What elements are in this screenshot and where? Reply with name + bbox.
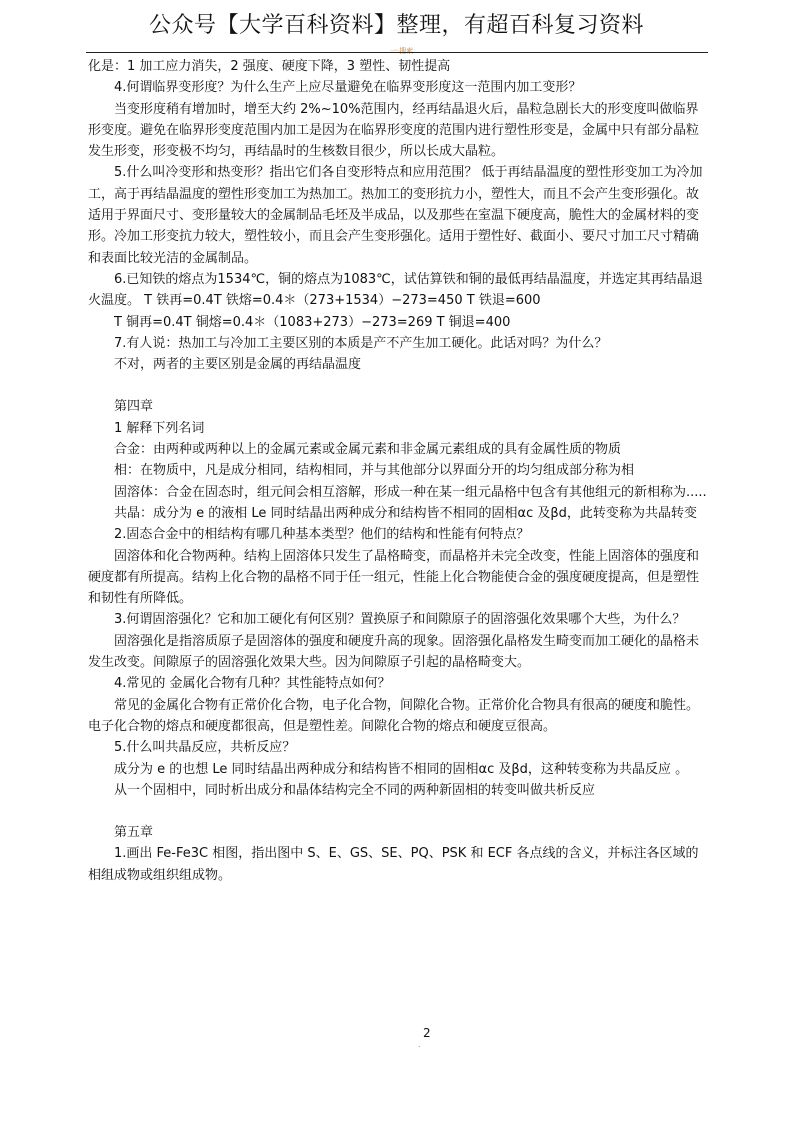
- paragraph: 共晶：成分为 e 的液相 Le 同时结晶出两种成分和结构皆不相同的固相αc 及βd，此转变称为共晶转变: [114, 505, 697, 521]
- paragraph: 5.什么叫共晶反应，共析反应？: [114, 740, 296, 756]
- paragraph: 5.什么叫冷变形和热变形？指出它们各自变形特点和应用范围？ 低于再结晶温度的塑性形变加工为冷加工，高于再结晶温度的塑性形变加工为热加工。热加工的变形抗力小，塑性大，而且不会产生变形强化。故适用于界面尺寸、变形量较大的金属制品毛坯及半成品，以及那些在室温下硬度高，脆性大的金属材料的变形。冷加工形变抗力较大，塑性较小，而且会产生变形强化。适用于塑性好、截面小、要尺寸加工尺寸精确和表面比较光洁的金属制品。: [88, 165, 703, 266]
- paragraph: 第五章: [114, 825, 154, 841]
- paragraph: 第四章: [114, 399, 154, 415]
- paragraph: T 铜再=0.4T 铜熔=0.4＊（1083+273）−273=269 T 铜退=400: [114, 314, 511, 330]
- paragraph: 成分为 e 的也想 Le 同时结晶出两种成分和结构皆不相同的固相αc 及βd，这种转变称为共晶反应 。: [114, 761, 689, 777]
- spacer: [88, 375, 708, 396]
- paragraph: 相：在物质中，凡是成分相同，结构相同，并与其他部分以界面分开的均匀组成部分称为相: [114, 463, 635, 479]
- paragraph: 3.何谓固溶强化？它和加工硬化有何区别？置换原子和间隙原子的固溶强化效果哪个大些，为什么？: [114, 612, 686, 628]
- paragraph: 1.画出 Fe-Fe3C 相图，指出图中 S、E、GS、SE、PQ、PSK 和 ECF 各点线的含义，并标注各区域的相组成物或组织组成物。: [88, 846, 699, 883]
- paragraph: 4.常见的 金属化合物有几种？其性能特点如何？: [114, 676, 391, 692]
- spacer: [88, 801, 708, 822]
- page-number: 2: [423, 1026, 431, 1040]
- header-rule: [86, 52, 708, 53]
- paragraph: 1 解释下列名词: [114, 420, 205, 436]
- paragraph: 固溶强化是指溶质原子是固溶体的强度和硬度升高的现象。固溶强化晶格发生畸变而加工硬化的晶格未发生改变。间隙原子的固溶强化效果大些。因为间隙原子引起的晶格畸变大。: [88, 633, 700, 671]
- paragraph: 7.有人说：热加工与冷加工主要区别的本质是产不产生加工硬化。此话对吗？为什么？: [114, 335, 608, 351]
- page-header: 公众号【大学百科资料】整理，有超百科复习资料: [148, 13, 644, 38]
- document-body: [88, 56, 708, 886]
- paragraph: 固溶体和化合物两种。结构上固溶体只发生了晶格畸变，而晶格并未完全改变，性能上固溶体的强度和硬度都有所提高。结构上化合物的晶格不同于任一组元，性能上化合物能使合金的强度硬度提高，但是塑性和韧性有所降低。: [88, 548, 700, 607]
- footer-dot: .: [418, 1040, 421, 1049]
- paragraph: 6.已知铁的熔点为1534℃，铜的熔点为1083℃，试估算铁和铜的最低再结晶温度，并选定其再结晶退火温度。 T 铁再=0.4T 铁熔=0.4＊（273+1534）−273=450 T 铁退=600: [88, 271, 703, 309]
- paragraph: 2.固态合金中的相结构有哪几种基本类型？他们的结构和性能有何特点？: [114, 527, 530, 543]
- paragraph: 4.何谓临界变形度？为什么生产上应尽量避免在临界变形度这一范围内加工变形？: [114, 80, 582, 96]
- paragraph: 从一个固相中，同时析出成分和晶体结构完全不同的两种新固相的转变叫做共析反应: [114, 782, 596, 798]
- header-watermark: 一·搜索: [390, 47, 414, 55]
- paragraph: 合金：由两种或两种以上的金属元素或金属元素和非金属元素组成的具有金属性质的物质: [114, 442, 622, 458]
- paragraph: 当变形度稍有增加时，增至大约 2%~10%范围内，经再结晶退火后，晶粒急剧长大的形变度叫做临界形变度。避免在临界形变度范围内加工是因为在临界形变度的范围内进行塑性形变是，金属中只有部分晶粒发生形变，形变极不均匀，再结晶时的生核数目很少，所以长成大晶粒。: [88, 101, 700, 160]
- paragraph: 不对，两者的主要区别是金属的再结晶温度: [114, 357, 362, 373]
- paragraph: 常见的金属化合物有正常价化合物，电子化合物，间隙化合物。正常价化合物具有很高的硬度和脆性。电子化合物的熔点和硬度都很高，但是塑性差。间隙化合物的熔点和硬度豆很高。: [88, 697, 700, 734]
- paragraph: 化是：1 加工应力消失，2 强度、硬度下降，3 塑性、韧性提高: [88, 59, 451, 74]
- paragraph: 固溶体：合金在固态时，组元间会相互溶解，形成一种在某一组元晶格中包含有其他组元的新相称为.....: [114, 484, 707, 500]
